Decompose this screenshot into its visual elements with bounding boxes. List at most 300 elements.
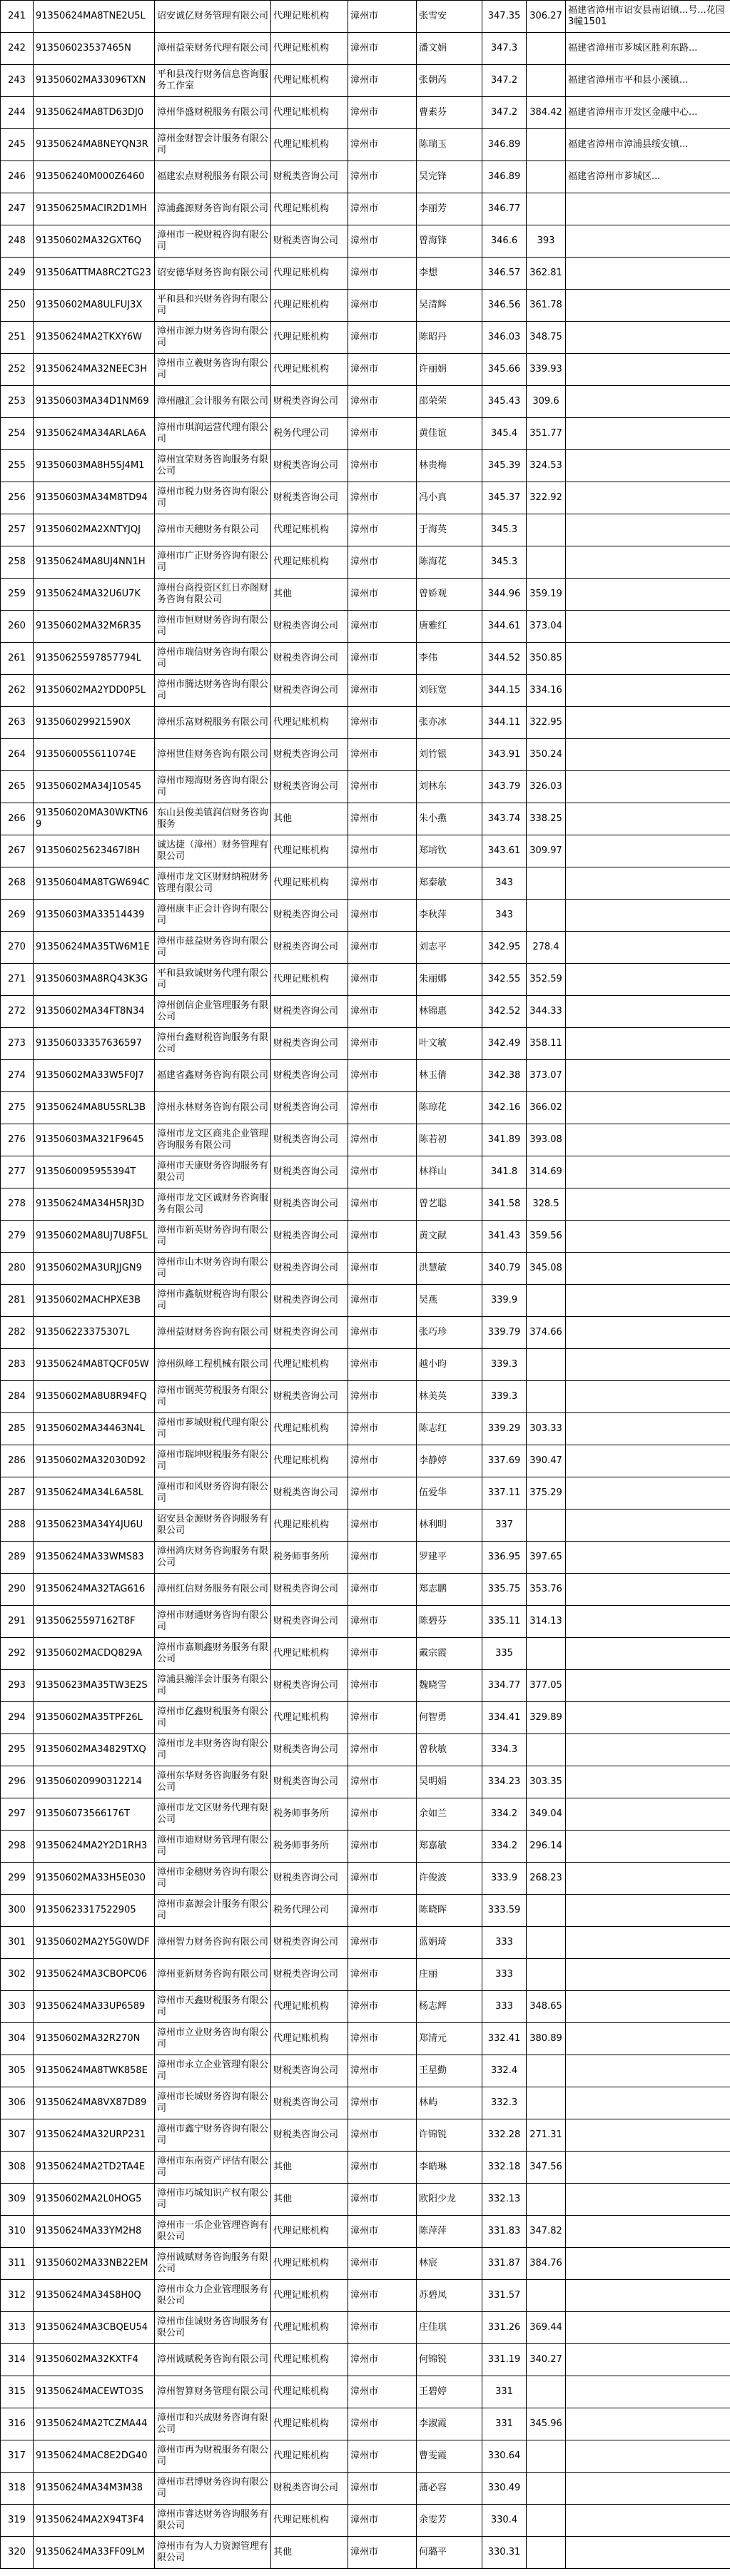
- credit-code: 91350603MA33514439: [34, 900, 155, 932]
- city: 漳州市: [348, 2216, 417, 2248]
- organization-name: 漳州市君博财务咨询有限公司: [155, 2473, 271, 2505]
- row-number: 245: [1, 129, 34, 161]
- score: 332.28: [482, 2119, 527, 2152]
- city: 漳州市: [348, 290, 417, 322]
- score: 333: [482, 1991, 527, 2023]
- city: 漳州市: [348, 1381, 417, 1413]
- city: 漳州市: [348, 65, 417, 97]
- row-number: 319: [1, 2505, 34, 2537]
- row-number: 292: [1, 1638, 34, 1670]
- score-2: 350.85: [527, 643, 566, 675]
- city: 漳州市: [348, 161, 417, 193]
- organization-name: 漳州市天鑫财税服务有限公司: [155, 1991, 271, 2023]
- score-2: 397.65: [527, 1542, 566, 1574]
- organization-type: 税务师事务所: [271, 1831, 348, 1863]
- address: 福建省漳州市开发区金融中心...: [566, 97, 730, 129]
- city: 漳州市: [348, 1670, 417, 1702]
- address: [566, 835, 730, 867]
- organization-name: 漳州市立业财务咨询有限公司: [155, 2023, 271, 2055]
- organization-name: 漳州市芗城财税代理有限公司: [155, 1413, 271, 1445]
- organization-name: 漳州益荣财务代理有限公司: [155, 33, 271, 65]
- organization-name: 漳州市金穗财务咨询有限公司: [155, 1863, 271, 1895]
- table-row: [1, 193, 730, 225]
- contact-name: 许锦锐: [417, 2119, 482, 2152]
- address: [566, 2152, 730, 2184]
- city: 漳州市: [348, 1638, 417, 1670]
- score: 334.77: [482, 1670, 527, 1702]
- city: 漳州市: [348, 2408, 417, 2440]
- contact-name: 于海英: [417, 514, 482, 546]
- table-row: [1, 2216, 730, 2248]
- credit-code: 913506020MA30WKTN69: [34, 803, 155, 835]
- contact-name: 庄丽: [417, 1959, 482, 1991]
- contact-name: 李淑霞: [417, 2408, 482, 2440]
- address: [566, 258, 730, 290]
- contact-name: 朱小燕: [417, 803, 482, 835]
- address: [566, 1766, 730, 1798]
- table-row: [1, 65, 730, 97]
- credit-code: 913506223375307L: [34, 1317, 155, 1349]
- city: 漳州市: [348, 1253, 417, 1285]
- table-body: [1, 1, 730, 2569]
- organization-name: 漳州金财智会计服务有限公司: [155, 129, 271, 161]
- score-2: 306.27: [527, 1, 566, 33]
- table-row: [1, 1991, 730, 2023]
- score: 345.37: [482, 482, 527, 514]
- contact-name: 余雯芳: [417, 2505, 482, 2537]
- organization-name: 平和县茂行财务信息咨询服务工作室: [155, 65, 271, 97]
- score: 343.91: [482, 739, 527, 771]
- score-2: 303.35: [527, 1766, 566, 1798]
- city: 漳州市: [348, 2023, 417, 2055]
- contact-name: 吴清辉: [417, 290, 482, 322]
- contact-name: 杨志辉: [417, 1991, 482, 2023]
- organization-name: 诏安德华财务咨询有限公司: [155, 258, 271, 290]
- address: [566, 1927, 730, 1959]
- city: 漳州市: [348, 1221, 417, 1253]
- credit-code: 913506025623467I8H: [34, 835, 155, 867]
- organization-type: 财税类咨询公司: [271, 1124, 348, 1156]
- city: 漳州市: [348, 1702, 417, 1734]
- row-number: 299: [1, 1863, 34, 1895]
- organization-type: 代理记账机构: [271, 290, 348, 322]
- score: 346.89: [482, 161, 527, 193]
- score-2: 268.23: [527, 1863, 566, 1895]
- table-row: [1, 1092, 730, 1124]
- organization-name: 漳州市亿鑫财税服务有限公司: [155, 1702, 271, 1734]
- city: 漳州市: [348, 2184, 417, 2216]
- row-number: 252: [1, 354, 34, 386]
- table-row: [1, 514, 730, 546]
- credit-code: 91350602MA32M6R35: [34, 611, 155, 643]
- city: 漳州市: [348, 1895, 417, 1927]
- contact-name: 林祥山: [417, 1156, 482, 1188]
- organization-type: 财税类咨询公司: [271, 2473, 348, 2505]
- table-row: [1, 1445, 730, 1477]
- table-row: [1, 964, 730, 996]
- table-row: [1, 1606, 730, 1638]
- row-number: 262: [1, 675, 34, 707]
- credit-code: 91350624MA8UJ4NN1H: [34, 546, 155, 579]
- table-row: [1, 258, 730, 290]
- score-2: [527, 2280, 566, 2312]
- credit-code: 91350602MA33NB22EM: [34, 2248, 155, 2280]
- score-2: 384.76: [527, 2248, 566, 2280]
- address: 福建省漳州市芗城区...: [566, 161, 730, 193]
- score: 344.11: [482, 707, 527, 739]
- contact-name: 伍爱华: [417, 1477, 482, 1510]
- score-2: 374.66: [527, 1317, 566, 1349]
- city: 漳州市: [348, 258, 417, 290]
- contact-name: 林贵梅: [417, 450, 482, 482]
- contact-name: 许俊波: [417, 1863, 482, 1895]
- score: 345.4: [482, 418, 527, 450]
- score: 344.96: [482, 579, 527, 611]
- address: [566, 482, 730, 514]
- score-2: 350.24: [527, 739, 566, 771]
- score: 330.49: [482, 2473, 527, 2505]
- city: 漳州市: [348, 225, 417, 258]
- row-number: 320: [1, 2537, 34, 2569]
- row-number: 287: [1, 1477, 34, 1510]
- contact-name: 何锦锐: [417, 2344, 482, 2376]
- organization-name: 诏安诚亿财务管理有限公司: [155, 1, 271, 33]
- address: [566, 1542, 730, 1574]
- row-number: 285: [1, 1413, 34, 1445]
- score: 343.74: [482, 803, 527, 835]
- score: 347.2: [482, 65, 527, 97]
- organization-type: 代理记账机构: [271, 33, 348, 65]
- score-2: [527, 129, 566, 161]
- address: [566, 2280, 730, 2312]
- organization-name: 漳州市龙文区诚财务咨询服务有限公司: [155, 1188, 271, 1221]
- row-number: 275: [1, 1092, 34, 1124]
- contact-name: 陈晓晖: [417, 1895, 482, 1927]
- score: 345.3: [482, 514, 527, 546]
- address: [566, 867, 730, 900]
- score-2: 384.42: [527, 97, 566, 129]
- city: 漳州市: [348, 97, 417, 129]
- score: 345.3: [482, 546, 527, 579]
- organization-name: 漳州融汇会计服务有限公司: [155, 386, 271, 418]
- organization-type: 其他: [271, 2152, 348, 2184]
- address: [566, 1959, 730, 1991]
- contact-name: 曹雯霞: [417, 2440, 482, 2473]
- score: 345.39: [482, 450, 527, 482]
- score: 343: [482, 900, 527, 932]
- row-number: 316: [1, 2408, 34, 2440]
- score-2: 339.93: [527, 354, 566, 386]
- table-row: [1, 1188, 730, 1221]
- organization-name: 漳州益财财务咨询有限公司: [155, 1317, 271, 1349]
- row-number: 290: [1, 1574, 34, 1606]
- score-2: 366.02: [527, 1092, 566, 1124]
- table-row: [1, 1895, 730, 1927]
- score: 345.43: [482, 386, 527, 418]
- table-row: [1, 418, 730, 450]
- score-2: 278.4: [527, 932, 566, 964]
- address: [566, 2537, 730, 2569]
- city: 漳州市: [348, 1766, 417, 1798]
- contact-name: 林锦惠: [417, 996, 482, 1028]
- score-2: 271.31: [527, 2119, 566, 2152]
- address: [566, 2216, 730, 2248]
- score-2: [527, 1959, 566, 1991]
- city: 漳州市: [348, 1798, 417, 1831]
- address: [566, 1445, 730, 1477]
- credit-code: 91350624MACEWTO3S: [34, 2376, 155, 2408]
- score-2: 351.77: [527, 418, 566, 450]
- city: 漳州市: [348, 2473, 417, 2505]
- row-number: 249: [1, 258, 34, 290]
- score-2: 377.05: [527, 1670, 566, 1702]
- score-2: 338.25: [527, 803, 566, 835]
- row-number: 307: [1, 2119, 34, 2152]
- score-2: 345.96: [527, 2408, 566, 2440]
- organization-name: 漳州市东南资产评估有限公司: [155, 2152, 271, 2184]
- organization-name: 漳州市龙文区财财纳税财务管理有限公司: [155, 867, 271, 900]
- organization-name: 漳浦县瀚洋会计服务有限公司: [155, 1670, 271, 1702]
- city: 漳州市: [348, 1317, 417, 1349]
- address: [566, 450, 730, 482]
- score: 344.52: [482, 643, 527, 675]
- city: 漳州市: [348, 1124, 417, 1156]
- organization-type: 财税类咨询公司: [271, 1156, 348, 1188]
- organization-type: 财税类咨询公司: [271, 932, 348, 964]
- city: 漳州市: [348, 707, 417, 739]
- contact-name: 陈萍萍: [417, 2216, 482, 2248]
- organization-name: 漳州市税力财务咨询有限公司: [155, 482, 271, 514]
- score: 342.38: [482, 1060, 527, 1092]
- row-number: 244: [1, 97, 34, 129]
- address: [566, 2087, 730, 2119]
- city: 漳州市: [348, 1413, 417, 1445]
- row-number: 284: [1, 1381, 34, 1413]
- score: 332.3: [482, 2087, 527, 2119]
- credit-code: 91350624MA34S8H0Q: [34, 2280, 155, 2312]
- address: [566, 2376, 730, 2408]
- score-2: [527, 33, 566, 65]
- credit-code: 91350624MA8TWK858E: [34, 2055, 155, 2087]
- organization-type: 财税类咨询公司: [271, 1606, 348, 1638]
- organization-type: 财税类咨询公司: [271, 996, 348, 1028]
- credit-code: 91350602MA32R270N: [34, 2023, 155, 2055]
- table-row: [1, 482, 730, 514]
- score: 331.26: [482, 2312, 527, 2344]
- address: [566, 1349, 730, 1381]
- address: [566, 418, 730, 450]
- table-row: [1, 996, 730, 1028]
- score: 343.79: [482, 771, 527, 803]
- table-row: [1, 354, 730, 386]
- credit-code: 91350603MA8RQ43K3G: [34, 964, 155, 996]
- score: 341.8: [482, 1156, 527, 1188]
- address: [566, 2248, 730, 2280]
- city: 漳州市: [348, 2152, 417, 2184]
- score: 335: [482, 1638, 527, 1670]
- city: 漳州市: [348, 579, 417, 611]
- score-2: 373.07: [527, 1060, 566, 1092]
- table-row: [1, 1028, 730, 1060]
- organization-type: 代理记账机构: [271, 1991, 348, 2023]
- score: 346.77: [482, 193, 527, 225]
- score-2: 362.81: [527, 258, 566, 290]
- contact-name: 李秋萍: [417, 900, 482, 932]
- table-row: [1, 1285, 730, 1317]
- contact-name: 郑志鹏: [417, 1574, 482, 1606]
- organization-type: 代理记账机构: [271, 1702, 348, 1734]
- credit-code: 91350602MA32030D92: [34, 1445, 155, 1477]
- address: [566, 1831, 730, 1863]
- table-row: [1, 1124, 730, 1156]
- table-row: [1, 771, 730, 803]
- row-number: 267: [1, 835, 34, 867]
- organization-type: 税务师事务所: [271, 1542, 348, 1574]
- table-row: [1, 803, 730, 835]
- table-row: [1, 2344, 730, 2376]
- organization-type: 代理记账机构: [271, 2248, 348, 2280]
- contact-name: 郑嘉敏: [417, 1831, 482, 1863]
- city: 漳州市: [348, 450, 417, 482]
- contact-name: 冯小真: [417, 482, 482, 514]
- score: 337: [482, 1510, 527, 1542]
- contact-name: 曾海锋: [417, 225, 482, 258]
- table-row: [1, 900, 730, 932]
- row-number: 303: [1, 1991, 34, 2023]
- credit-code: 91350624MA32TAG616: [34, 1574, 155, 1606]
- organization-type: 代理记账机构: [271, 964, 348, 996]
- organization-name: 漳州市再为财税服务有限公司: [155, 2440, 271, 2473]
- address: [566, 1060, 730, 1092]
- address: [566, 1863, 730, 1895]
- score: 346.6: [482, 225, 527, 258]
- table-row: [1, 1574, 730, 1606]
- organization-type: 财税类咨询公司: [271, 1863, 348, 1895]
- organization-name: 漳州市嘉顺鑫财务服务有限公司: [155, 1638, 271, 1670]
- score-2: [527, 2376, 566, 2408]
- score-2: 329.89: [527, 1702, 566, 1734]
- organization-type: 财税类咨询公司: [271, 2087, 348, 2119]
- organization-name: 漳州红信财务服务有限公司: [155, 1574, 271, 1606]
- score-2: [527, 2087, 566, 2119]
- address: [566, 1253, 730, 1285]
- table-row: [1, 97, 730, 129]
- credit-code: 91350624MA8TQCF05W: [34, 1349, 155, 1381]
- table-row: [1, 161, 730, 193]
- organization-name: 漳州市财通财务咨询有限公司: [155, 1606, 271, 1638]
- score-2: [527, 900, 566, 932]
- contact-name: 魏晓雪: [417, 1670, 482, 1702]
- table-row: [1, 932, 730, 964]
- table-row: [1, 1766, 730, 1798]
- table-row: [1, 611, 730, 643]
- score-2: 326.03: [527, 771, 566, 803]
- address: [566, 2440, 730, 2473]
- row-number: 283: [1, 1349, 34, 1381]
- address: [566, 2184, 730, 2216]
- contact-name: 洪慧敏: [417, 1253, 482, 1285]
- organization-type: 财税类咨询公司: [271, 1927, 348, 1959]
- table-row: [1, 1413, 730, 1445]
- organization-name: 诚达捷（漳州）财务管理有限公司: [155, 835, 271, 867]
- score: 341.58: [482, 1188, 527, 1221]
- city: 漳州市: [348, 514, 417, 546]
- score-2: 353.76: [527, 1574, 566, 1606]
- row-number: 260: [1, 611, 34, 643]
- city: 漳州市: [348, 2537, 417, 2569]
- organization-type: 财税类咨询公司: [271, 1285, 348, 1317]
- credit-code: 91350623MA35TW3E2S: [34, 1670, 155, 1702]
- organization-type: 财税类咨询公司: [271, 1959, 348, 1991]
- credit-code: 91350603MA8H5SJ4M1: [34, 450, 155, 482]
- organization-name: 漳州市琪润运营代理有限公司: [155, 418, 271, 450]
- city: 漳州市: [348, 1445, 417, 1477]
- credit-code: 91350602MA32KXTF4: [34, 2344, 155, 2376]
- row-number: 269: [1, 900, 34, 932]
- score: 339.3: [482, 1381, 527, 1413]
- score: 347.3: [482, 33, 527, 65]
- organization-name: 漳州市广正财务咨询有限公司: [155, 546, 271, 579]
- contact-name: 刘竹银: [417, 739, 482, 771]
- row-number: 259: [1, 579, 34, 611]
- organization-type: 代理记账机构: [271, 2376, 348, 2408]
- address: [566, 964, 730, 996]
- score-2: 359.19: [527, 579, 566, 611]
- city: 漳州市: [348, 1863, 417, 1895]
- organization-name: 漳州世佳财务咨询有限公司: [155, 739, 271, 771]
- contact-name: 刘志平: [417, 932, 482, 964]
- credit-code: 91350624MA8VX87D89: [34, 2087, 155, 2119]
- organization-type: 财税类咨询公司: [271, 386, 348, 418]
- contact-name: 何璐平: [417, 2537, 482, 2569]
- organization-type: 代理记账机构: [271, 707, 348, 739]
- address: [566, 546, 730, 579]
- table-row: [1, 1927, 730, 1959]
- row-number: 241: [1, 1, 34, 33]
- score-2: 309.97: [527, 835, 566, 867]
- contact-name: 王星勤: [417, 2055, 482, 2087]
- score: 331.19: [482, 2344, 527, 2376]
- score: 341.43: [482, 1221, 527, 1253]
- row-number: 281: [1, 1285, 34, 1317]
- score: 333: [482, 1927, 527, 1959]
- organization-name: 漳州东华财务咨询服务有限公司: [155, 1766, 271, 1798]
- credit-code: 91350602MA34FT8N34: [34, 996, 155, 1028]
- credit-code: 91350624MA8TD63DJ0: [34, 97, 155, 129]
- credit-code: 91350623MA34Y4JU6U: [34, 1510, 155, 1542]
- score-2: 328.5: [527, 1188, 566, 1221]
- city: 漳州市: [348, 2087, 417, 2119]
- score: 346.56: [482, 290, 527, 322]
- contact-name: 叶文敏: [417, 1028, 482, 1060]
- address: [566, 2119, 730, 2152]
- organization-type: 代理记账机构: [271, 546, 348, 579]
- score-2: [527, 1285, 566, 1317]
- row-number: 317: [1, 2440, 34, 2473]
- contact-name: 罗建平: [417, 1542, 482, 1574]
- organization-name: 漳州市源力财务咨询有限公司: [155, 322, 271, 354]
- organization-name: 漳州鸿庆财务咨询服务有限公司: [155, 1542, 271, 1574]
- row-number: 265: [1, 771, 34, 803]
- contact-name: 张巧珍: [417, 1317, 482, 1349]
- organization-name: 漳州市天穗财务有限公司: [155, 514, 271, 546]
- city: 漳州市: [348, 2440, 417, 2473]
- score-2: 324.53: [527, 450, 566, 482]
- table-row: [1, 1542, 730, 1574]
- score: 341.89: [482, 1124, 527, 1156]
- score-2: [527, 2537, 566, 2569]
- score-2: 334.16: [527, 675, 566, 707]
